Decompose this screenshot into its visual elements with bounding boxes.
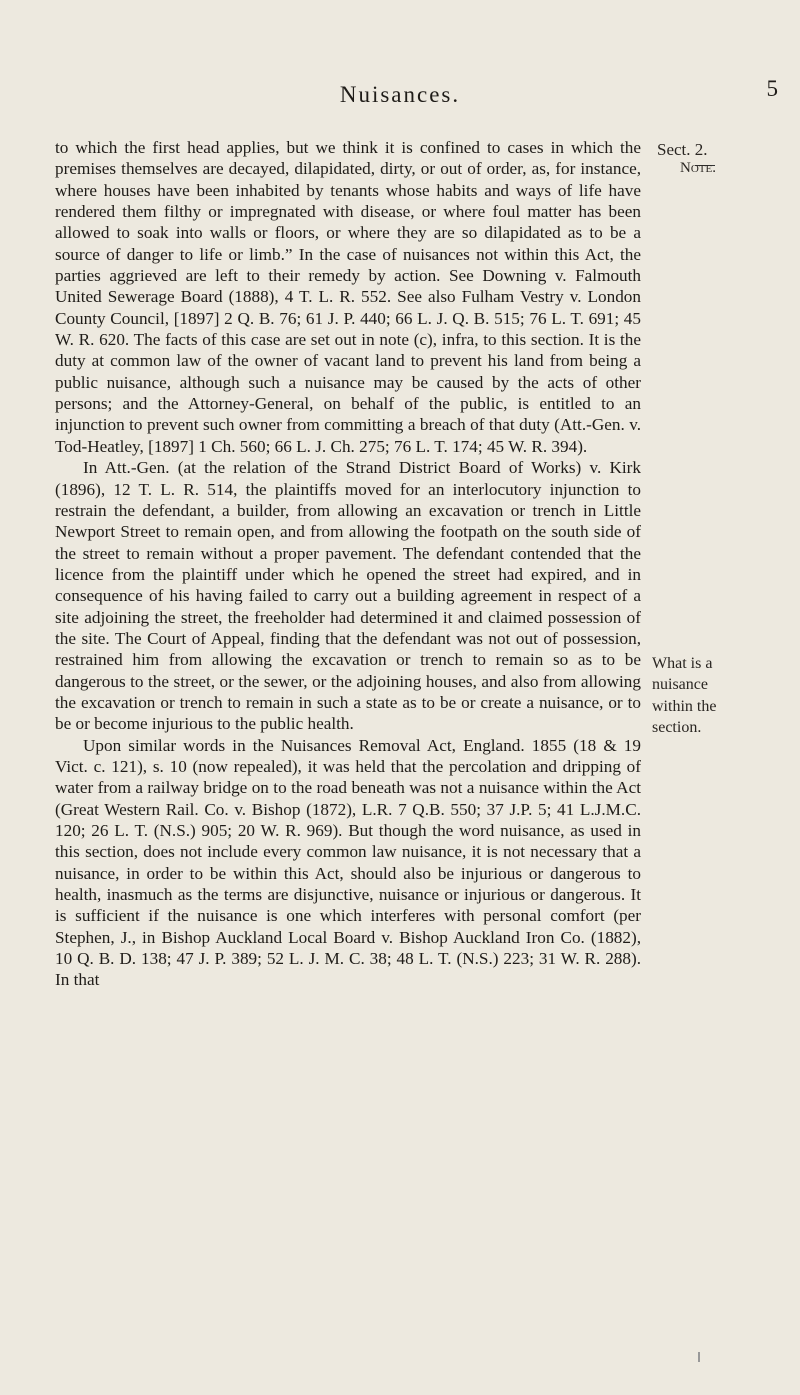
running-header: Nuisances. [339,82,461,107]
body-text [55,137,641,991]
section-marker: Sect. 2. [657,140,708,159]
side-note [652,653,800,738]
paragraph: In Att.-Gen. (at the relation of the Strand District Board of Works) v. Kirk (1896), 12 T. L. R. 514, the plaintiffs moved for an interlocutory injunction to restrain the defendant, a builder, from allowing an excavation or trench in Little Newport Street to remain open, and from allowing the footpath on the south side of the street to remain without a proper pavement. The defendant contended that the licence from the plaintiff under which he opened the street had expired, and in consequence of his having failed to carry out a building agreement in respect of a site adjoining the street, the freeholder had determined it and claimed possession of the site. The Court of Appeal, finding that the defendant was not out of possession, restrained him from allowing the excavation or trench to remain so as to be dangerous to the street, or the sewer, or the adjoining houses, and also from allowing the excavation or trench to remain in such a state as to be or create a nuisance, or to be or become injurious to the public health. [55,458,641,734]
side-note-line: What is a [652,655,713,672]
side-note-line: section. [652,719,702,737]
paragraph: to which the first head applies, but we think it is confined to cases in which the premises themselves are decayed, dilapidated, dirty, or out of order, as, for instance, where houses have been inhabited by tenants whose habits and ways of life have rendered them filthy or impregnated with disease, or where foul matter has been allowed to soak into walls or floors, or where they are so dilapidated as to be a source of danger to life or limb.” In the case of nuisances not within this Act, the parties aggrieved are left to their remedy by action. See Downing v. Falmouth United Sewerage Board (1888), 4 T. L. R. 552. See also Fulham Vestry v. London County Council, [1897] 2 Q. B. 76; 61 J. P. 440; 66 L. J. Q. B. 515; 76 L. T. 691; 45 W. R. 620. The facts of this case are set out in note (c), infra, to this section. It is the duty at common law of the owner of vacant land to prevent his land from being a public nuisance, although such a nuisance may be caused by the acts of other persons; and the Attorney-General, on behalf of the public, is entitled to an injunction to prevent such owner from committing a breach of that duty (Att.-Gen. v. Tod-Heatley, [1897] 1 Ch. 560; 66 L. J. Ch. 275; 76 L. T. 174; 45 W. R. 394). [55,138,641,456]
note-marker: Note. [680,160,716,176]
print-mark [698,1352,700,1362]
paragraph: Upon similar words in the Nuisances Removal Act, England. 1855 (18 & 19 Vict. c. 121), s. 10 (now repealed), it was held that the percolation and dripping of water from a railway bridge on to the road beneath was not a nuisance within the Act (Great Western Rail. Co. v. Bishop (1872), L.R. 7 Q.B. 550; 37 J.P. 5; 41 L.J.M.C. 120; 26 L. T. (N.S.) 905; 20 W. R. 969). But though the word nuisance, as used in this section, does not include every common law nuisance, it is not necessary that a nuisance, in order to be within this Act, should also be injurious or dangerous to health, inasmuch as the terms are disjunctive, nuisance or injurious or dangerous. It is sufficient if the nuisance is one which interferes with personal comfort (per Stephen, J., in Bishop Auckland Local Board v. Bishop Auckland Iron Co. (1882), 10 Q. B. D. 138; 47 J. P. 389; 52 L. J. M. C. 38; 48 L. T. (N.S.) 223; 31 W. R. 288). In that [55,735,641,990]
page-number: 5 [766,76,778,101]
side-note-line: nuisance [652,676,708,694]
side-note-line: within the [652,697,717,715]
